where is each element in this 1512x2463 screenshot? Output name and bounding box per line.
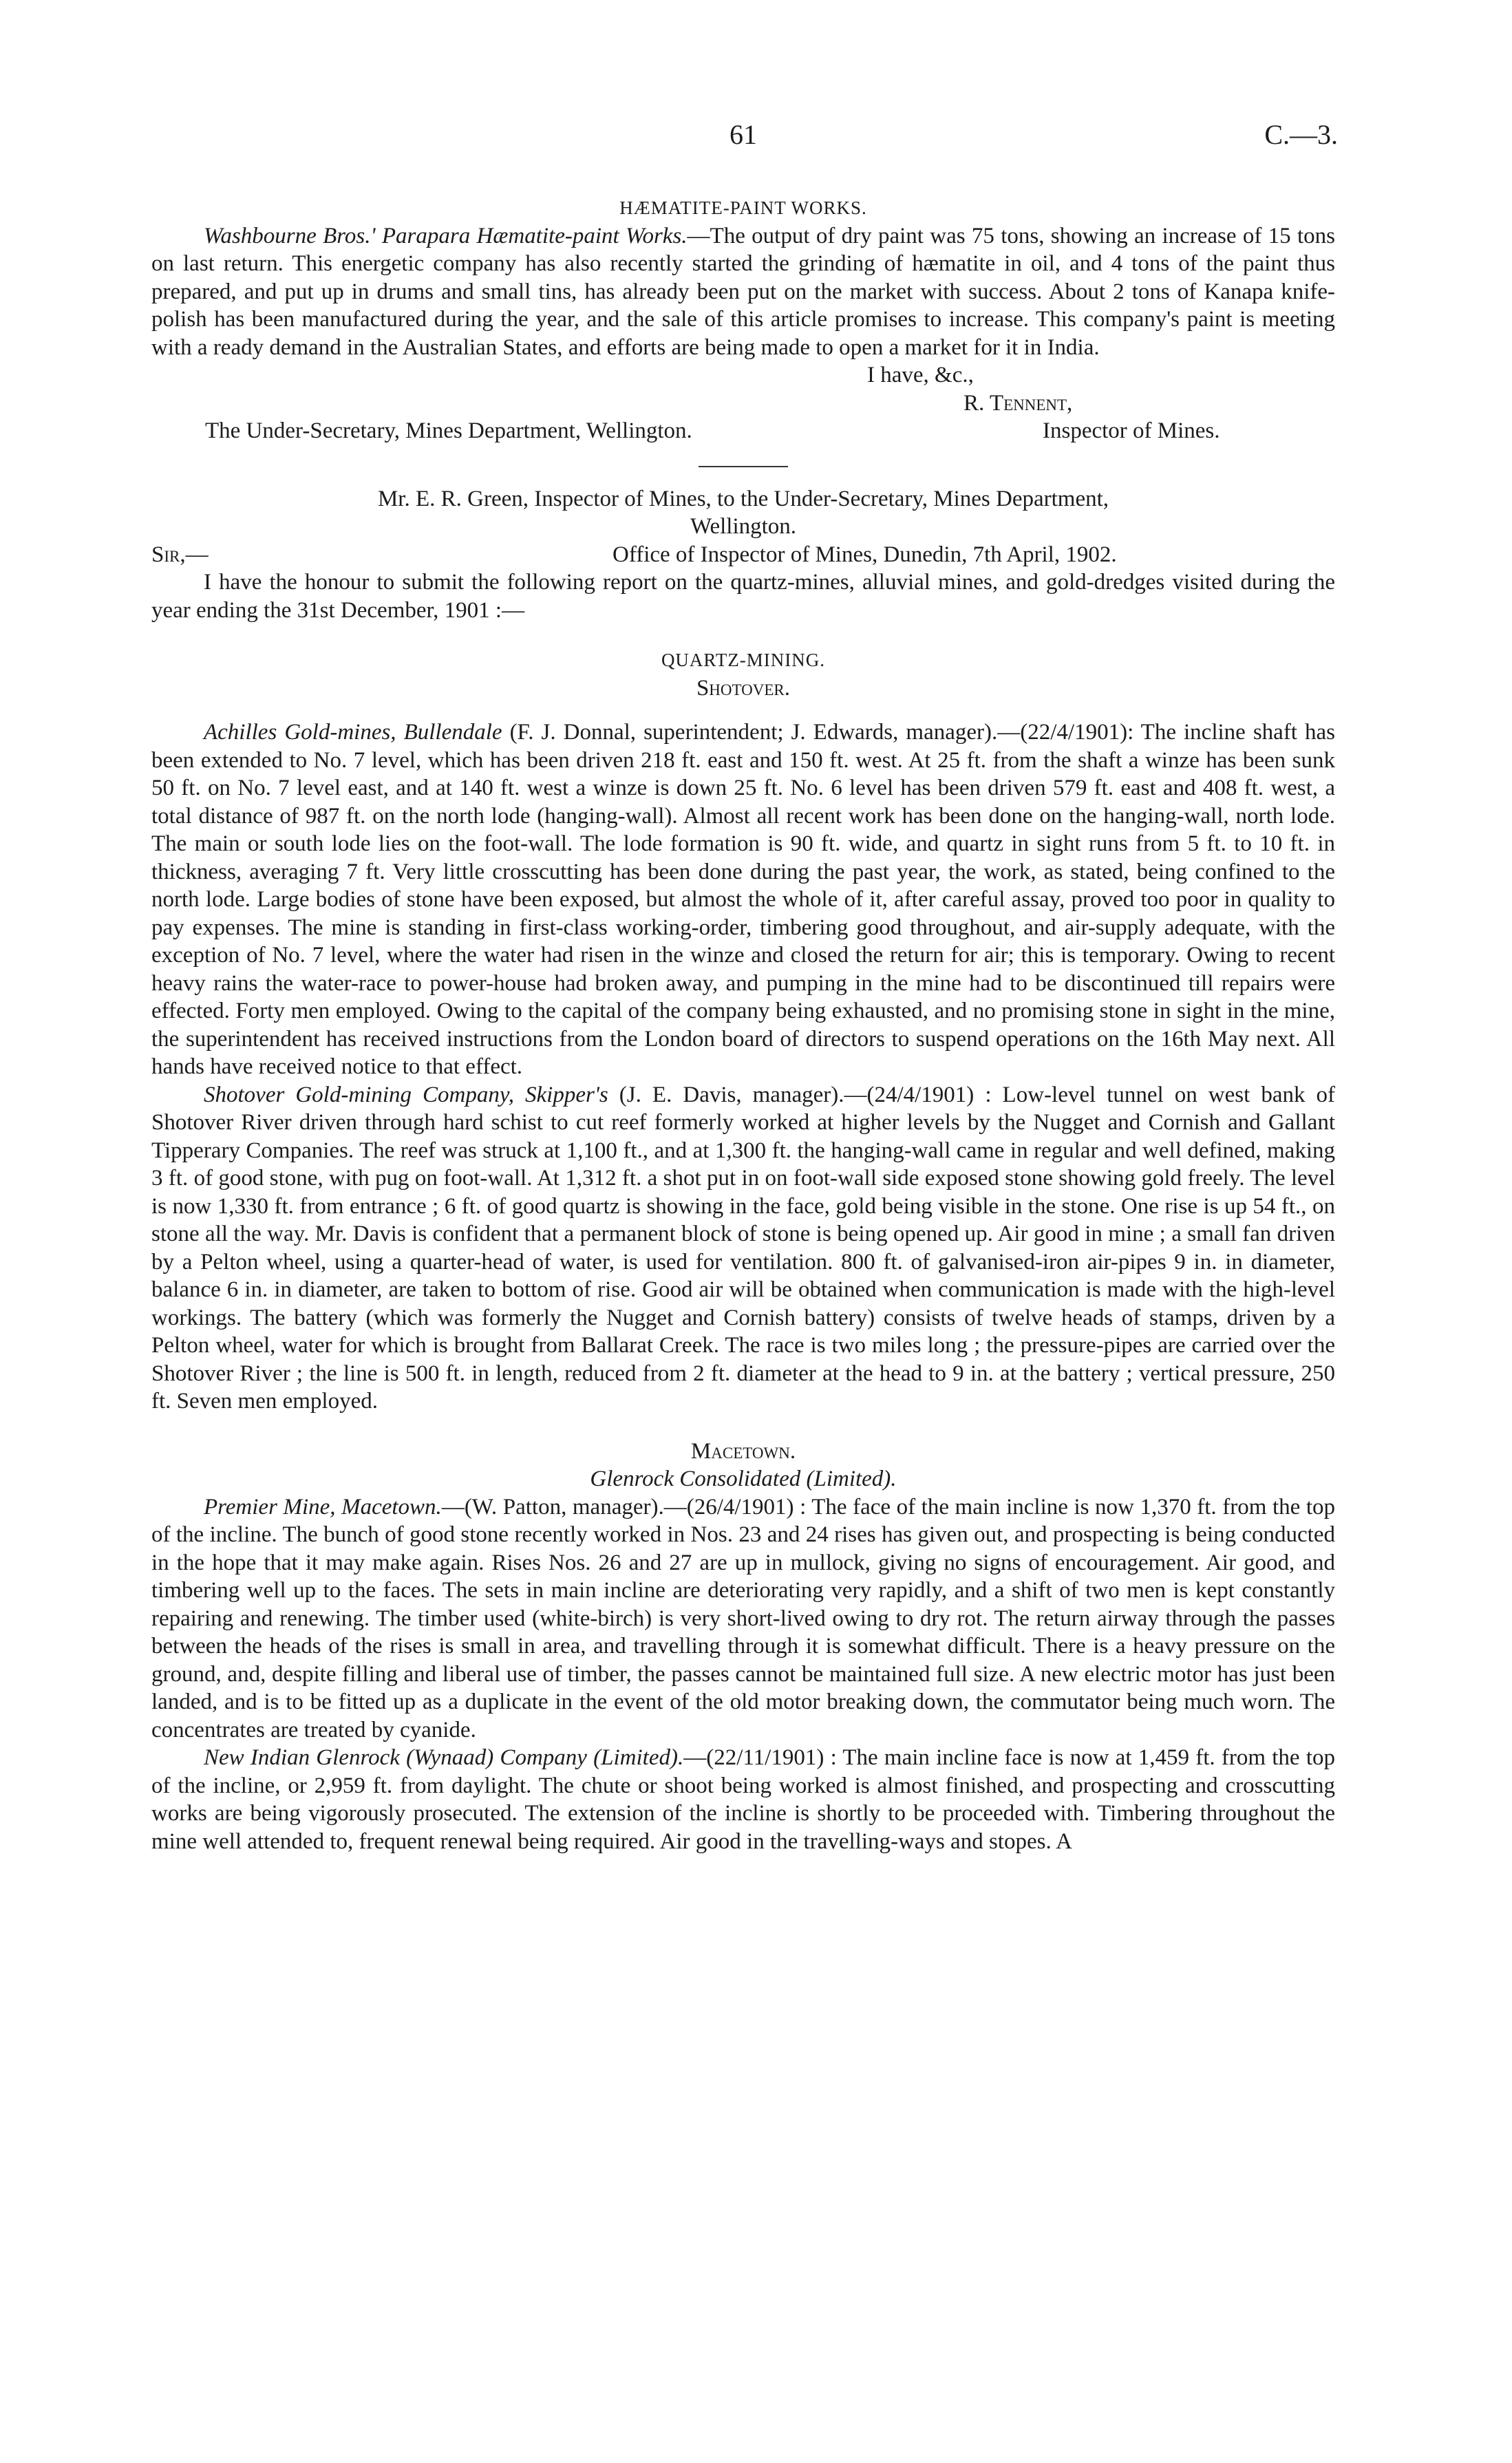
letter-from-line-2: Wellington. [690, 514, 797, 539]
paragraph-achilles [151, 718, 1335, 1081]
subheading-shotover: Shotover. [696, 675, 791, 701]
company-name-new-indian: New Indian Glenrock (Wynaad) Company (Limited). [204, 1745, 684, 1770]
letter-intro: I have the honour to submit the following report on the quartz-mines, alluvial mines, and gold-dredges visited during the year ending the 31st December, 1901 :— [151, 570, 1335, 623]
document-reference: C.—3. [1264, 119, 1338, 150]
closing-signer-line [151, 390, 1335, 418]
paragraph-text: —(W. Patton, manager).—(26/4/1901) : The face of the main incline is now 1,370 ft. from the top of the incline. The bunch of good stone recently worked in Nos. 23 and 24 rises has given out, and prospecting is being conducted in the hope that it may make again. Rises Nos. 26 and 27 are up in mullock, giving no signs of encouragement. Air good, and timbering well up to the faces. The sets in main incline are deteriorating very rapidly, and a shift of two men is kept constantly repairing and renewing. The timber used (white-birch) is very short-lived owing to dry rot. The return airway through the passes between the heads of the rises is small in area, and travelling through it is somewhat difficult. There is a heavy pressure on the ground, and, despite filling and liberal use of timber, the passes cannot be maintained full size. A new electric motor has just been landed, and is to be fitted up as a duplicate in the event of the old motor breaking down, the commutator being much worn. The concentrates are treated by cyanide. [151, 1494, 1335, 1742]
paragraph-text: (J. E. Davis, manager).—(24/4/1901) : Low-level tunnel on west bank of Shotover River driven through hard schist to cut reef formerly worked at higher levels by the Nugget and Cornish and Gallant Tipperary Companies. The reef was struck at 1,100 ft., and at 1,300 ft. the hanging-wall came in regular and well defined, making 3 ft. of good stone, with pug on foot-wall. At 1,312 ft. a shot put in on foot-wall side exposed stone showing gold freely. The level is now 1,330 ft. from entrance ; 6 ft. of good quartz is showing in the face, gold being visible in the stone. One rise is up 54 ft., on stone all the way. Mr. Davis is confident that a permanent block of stone is being opened up. Air good in mine ; a small fan driven by a Pelton wheel, using a quarter-head of water, is used for ventilation. 800 ft. of galvanised-iron air-pipes 9 in. in diameter, balance 6 in. in diameter, are taken to bottom of rise. Good air will be obtained when communication is made with the high-level workings. The battery (which was formerly the Nugget and Cornish battery) consists of twelve heads of stamps, driven by a Pelton wheel, water for which is brought from Ballarat Creek. The race is two miles long ; the pressure-pipes are carried over the Shotover River ; the line is 500 ft. in length, reduced from 2 ft. diameter at the head to 9 in. at the battery ; vertical pressure, 250 ft. Seven men employed. [151, 1082, 1335, 1414]
paragraph-text: —(22/11/1901) : The main incline face is now at 1,459 ft. from the top of the incline, or 2,959 ft. from daylight. The chute or shoot being worked is almost finished, and prospecting and crosscutting works are being vigorously prosecuted. The extension of the incline is shortly to be proceeded with. Timbering throughout the mine well attended to, frequent renewal being required. Air good in the travelling-ways and stopes. A [151, 1745, 1335, 1854]
section-heading-macetown: Macetown. [690, 1438, 796, 1464]
letter-from-line: Mr. E. R. Green, Inspector of Mines, to the Under-Secretary, Mines Department, [377, 486, 1109, 511]
paragraph-premier [151, 1493, 1335, 1745]
salutation-line [151, 541, 1335, 569]
addressee: The Under-Secretary, Mines Department, Wellington. [205, 418, 692, 443]
paragraph-shotover-company [151, 1081, 1335, 1416]
section-heading-haematite: HÆMATITE-PAINT WORKS. [619, 198, 867, 218]
paragraph-new-indian-glenrock [151, 1744, 1335, 1855]
signer-name: R. Tennent, [963, 390, 1073, 416]
page-body [151, 194, 1335, 1855]
paragraph-text: —The output of dry paint was 75 tons, showing an increase of 15 tons on last return. This energetic company has also recently started the grinding of hæmatite in oil, and 4 tons of the paint thus prepared, and put up in drums and small tins, has already been put on the market with success. About 2 tons of Kanapa knife-polish has been manufactured during the year, and the sale of this article promises to increase. This company's paint is meeting with a ready demand in the Australian States, and efforts are being made to open a market for it in India. [151, 223, 1335, 360]
company-name-washbourne: Washbourne Bros.' Parapara Hæmatite-paint Works. [204, 223, 688, 248]
paragraph-washbourne [151, 222, 1335, 362]
closing-ihave-line [151, 361, 1335, 390]
mine-name-premier: Premier Mine, Macetown. [204, 1494, 442, 1520]
mine-name-achilles: Achilles Gold-mines, Bullendale [204, 720, 502, 745]
mine-name-shotover: Shotover Gold-mining Company, Skipper's [204, 1082, 608, 1107]
page-header [151, 118, 1338, 160]
section-heading-quartz: QUARTZ-MINING. [661, 650, 826, 670]
paragraph-text: (F. J. Donnal, superintendent; J. Edwards, manager).—(22/4/1901): The incline shaft has been extended to No. 7 level, which has been driven 218 ft. east and 150 ft. west. At 25 ft. from the shaft a winze has been sunk 50 ft. on No. 7 level east, and at 140 ft. west a winze is down 25 ft. No. 6 level has been driven 579 ft. east and 408 ft. west, a total distance of 987 ft. on the north lode (hanging-wall). Almost all recent work has been done on the hanging-wall, north lode. The main or south lode lies on the foot-wall. The lode formation is 90 ft. wide, and quartz in sight runs from 5 ft. to 10 ft. in thickness, averaging 7 ft. Very little crosscutting has been done during the past year, the work, as stated, being confined to the north lode. Large bodies of stone have been exposed, but almost the whole of it, after careful assay, proved too poor in quality to pay expenses. The mine is standing in first-class working-order, timbering good throughout, and air-supply adequate, with the exception of No. 7 level, where the water had risen in the winze and closed the return for air; this is temporary. Owing to recent heavy rains the water-race to power-house had broken away, and pumping in the mine had to be discontinued till repairs were effected. Forty men employed. Owing to the capital of the company being exhausted, and no promising stone in sight in the mine, the superintendent has received instructions from the London board of directors to suspend operations on the 16th May next. All hands have received notice to that effect. [151, 720, 1335, 1079]
page-number: 61 [730, 119, 757, 150]
section-divider [699, 466, 788, 467]
salutation: Sir,— [151, 542, 209, 567]
signer-title: Inspector of Mines. [1043, 418, 1220, 443]
document-page [151, 0, 1338, 2463]
office-dateline: Office of Inspector of Mines, Dunedin, 7th April, 1902. [613, 542, 1117, 567]
closing-ihave: I have, &c., [867, 363, 974, 387]
subheading-glenrock: Glenrock Consolidated (Limited). [590, 1467, 897, 1491]
closing-addressee-line [151, 417, 1335, 445]
